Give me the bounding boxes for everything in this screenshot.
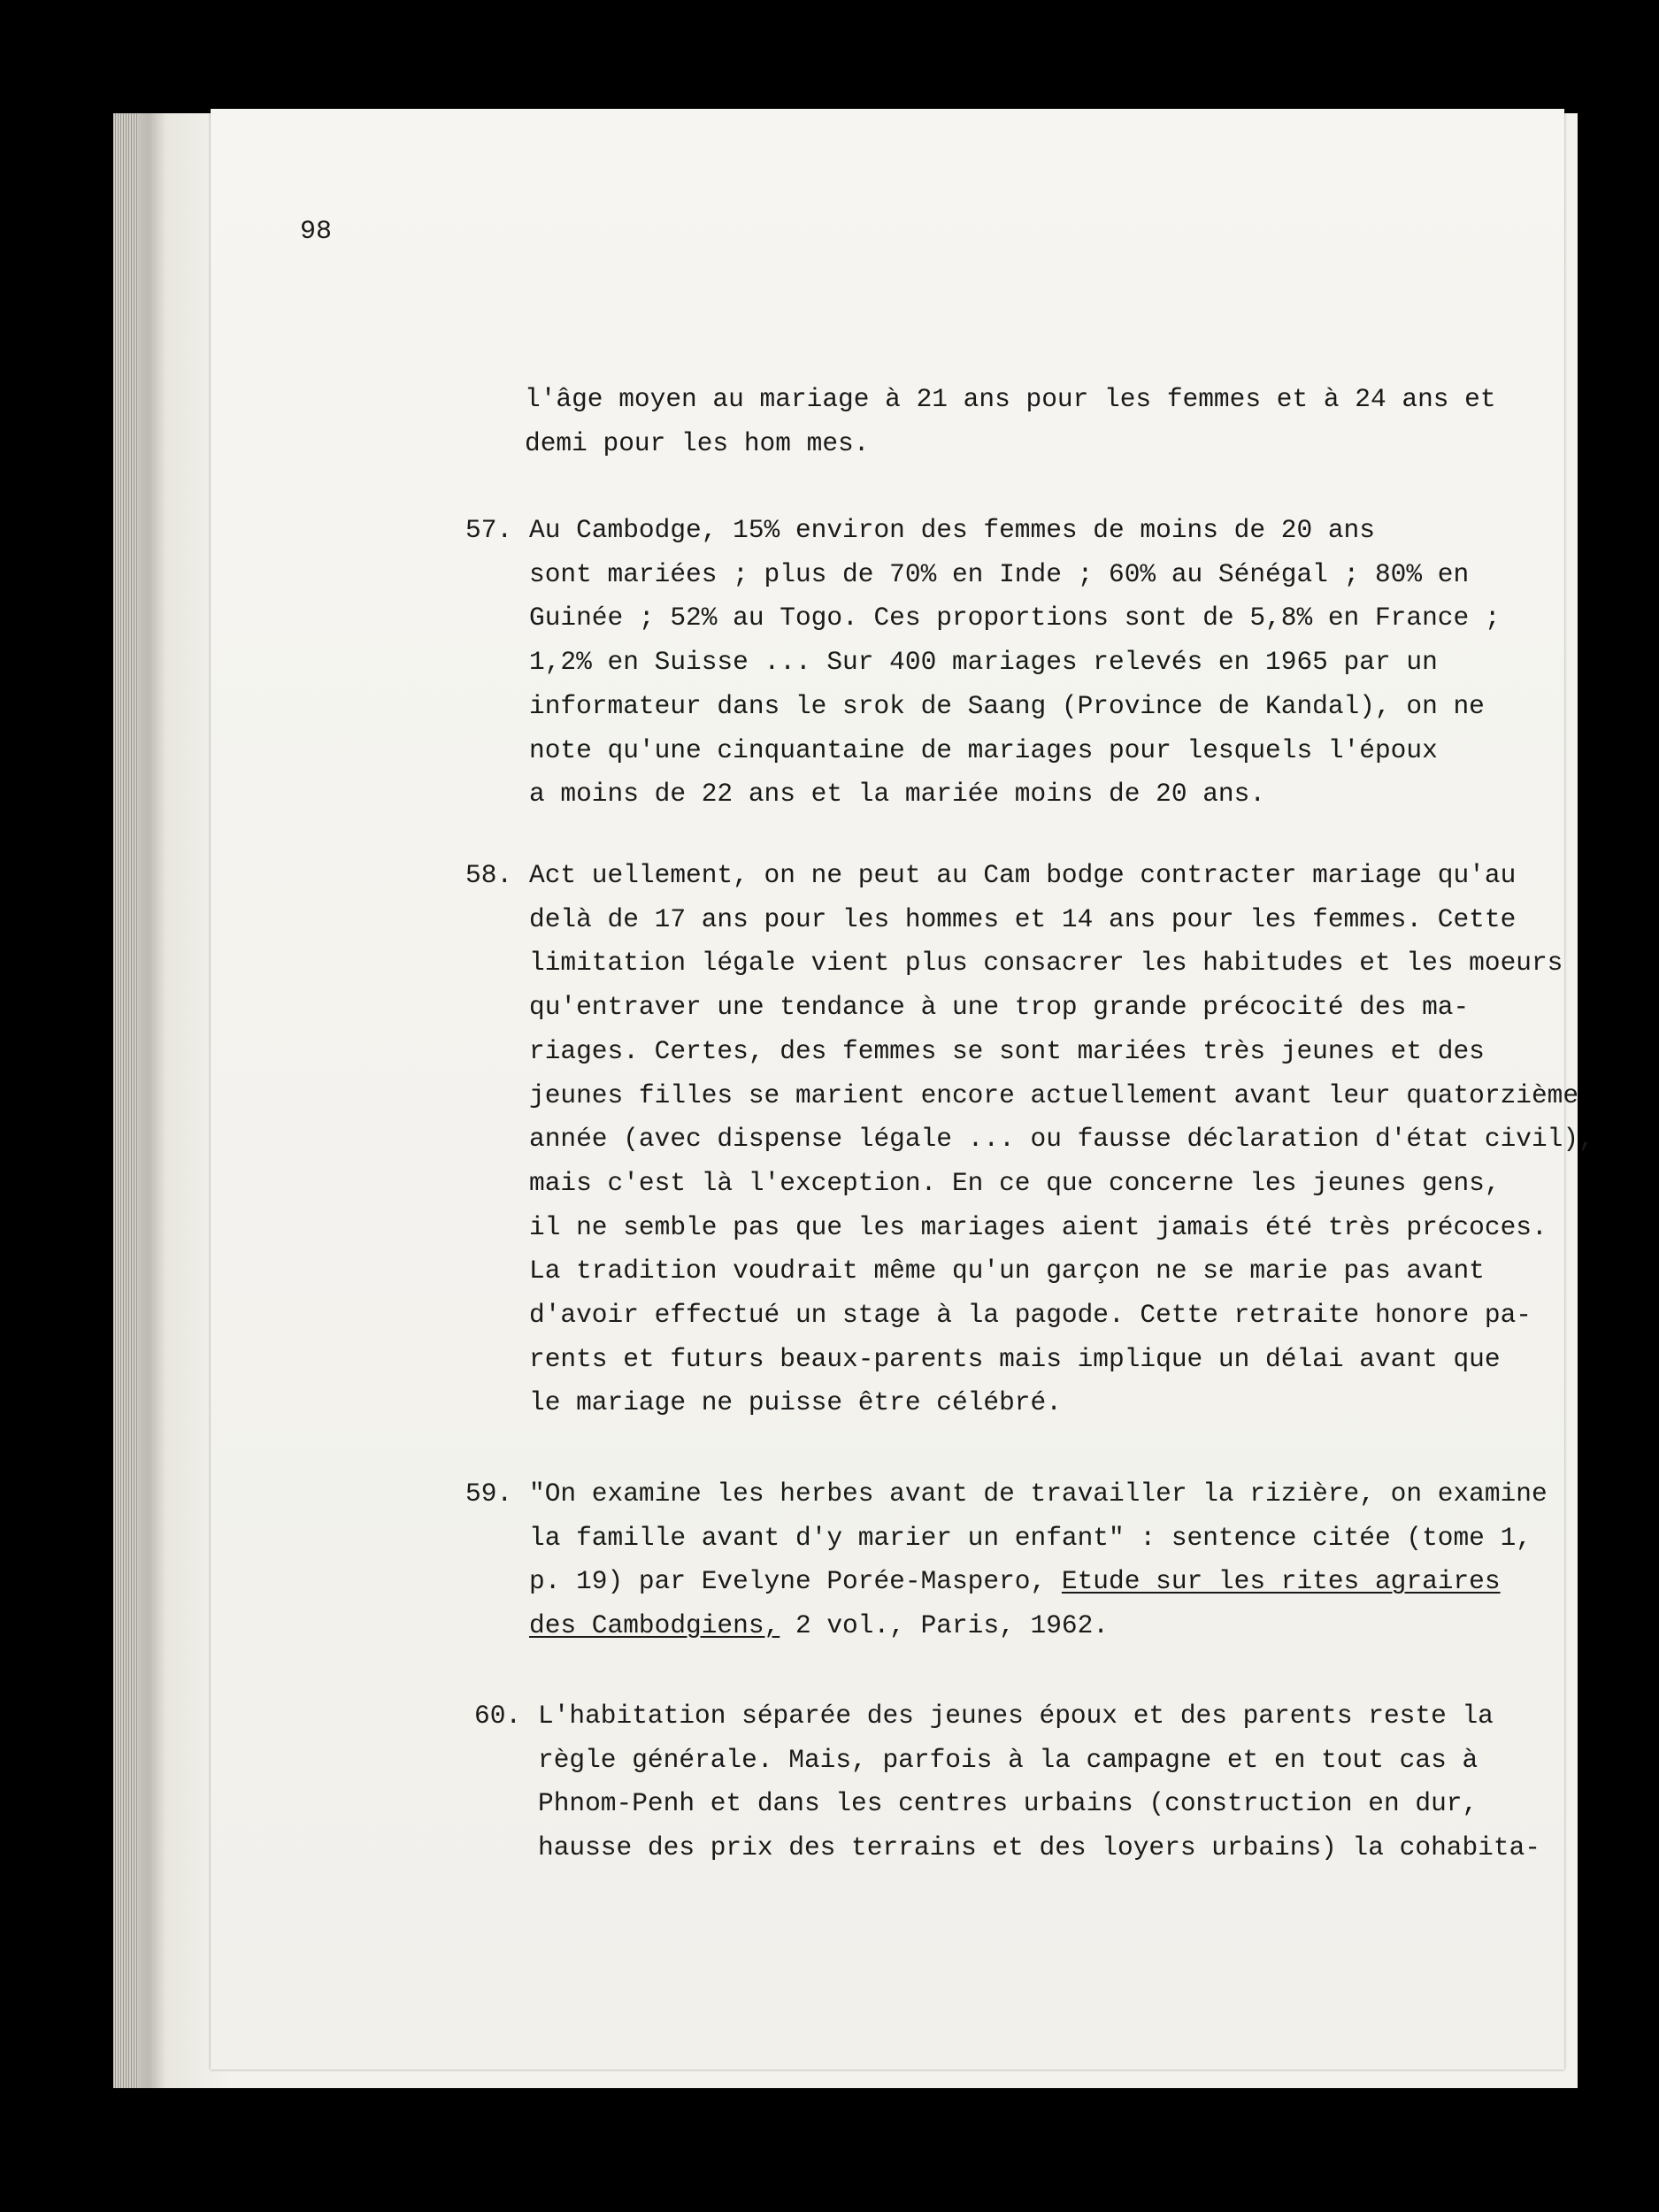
continued-note-text (525, 378, 1516, 465)
footnote-number: 58. (465, 860, 513, 890)
text-line: La tradition voudrait même qu'un garçon ne se marie pas avant (529, 1256, 1485, 1286)
text-line: année (avec dispense légale ... ou fausse déclaration d'état civil), (529, 1124, 1594, 1155)
text-line: d'avoir effectué un stage à la pagode. Cette retraite honore pa- (529, 1300, 1532, 1331)
text-line: 1,2% en Suisse ... Sur 400 mariages relevés en 1965 par un (529, 647, 1438, 678)
text-line: rents et futurs beaux-parents mais implique un délai avant que (529, 1343, 1501, 1374)
text-line: Phnom-Penh et dans les centres urbains (construction en dur, (538, 1788, 1479, 1819)
text-line: informateur dans le srok de Saang (Province de Kandal), on ne (529, 690, 1485, 721)
text-line: limitation légale vient plus consacrer les habitudes et les moeurs (529, 948, 1563, 979)
text-line: Guinée ; 52% au Togo. Ces proportions sont de 5,8% en France ; (529, 603, 1501, 634)
text-line: note qu'une cinquantaine de mariages pour lesquels l'époux (529, 734, 1438, 765)
text-line: a moins de 22 ans et la mariée moins de 20 ans. (529, 779, 1266, 810)
text-line: L'habitation séparée des jeunes époux et des parents reste la (538, 1701, 1494, 1731)
text-line: la famille avant d'y marier un enfant" : sentence citée (tome 1, (529, 1522, 1532, 1553)
text-line: mais c'est là l'exception. En ce que concerne les jeunes gens, (529, 1167, 1501, 1198)
text-segment: 2 vol., Paris, 1962. (795, 1610, 1110, 1641)
text-line: jeunes filles se marient encore actuellement avant leur quatorzième (529, 1079, 1579, 1110)
text-line: riages. Certes, des femmes se sont mariées très jeunes et des (529, 1035, 1485, 1066)
footnote-58 (465, 854, 1594, 1425)
book-title: Etude sur les rites agraires (1061, 1566, 1501, 1597)
footnote-59 (465, 1472, 1548, 1648)
text-line: l'âge moyen au mariage à 21 ans pour les femmes et à 24 ans et (525, 384, 1496, 414)
text-line: sont mariées ; plus de 70% en Inde ; 60% au Sénégal ; 80% en (529, 558, 1470, 589)
page-edges (113, 113, 138, 2088)
text-line: Au Cambodge, 15% environ des femmes de moins de 20 ans (529, 515, 1375, 545)
text-line: Act uellement, on ne peut au Cam bodge contracter mariage qu'au (529, 860, 1517, 890)
text-line: "On examine les herbes avant de travailler la rizière, on examine (529, 1479, 1548, 1509)
text-line (529, 1560, 1525, 1604)
text-line: qu'entraver une tendance à une trop grande précocité des ma- (529, 992, 1470, 1023)
text-line (529, 1604, 1525, 1648)
footnote-60 (474, 1694, 1540, 1870)
text-line: demi pour les hom mes. (525, 427, 870, 458)
footnote-number: 57. (465, 515, 513, 545)
footnote-number: 59. (465, 1479, 513, 1509)
page-number: 98 (300, 217, 333, 247)
book-title: des Cambodgiens, (529, 1610, 780, 1641)
text-line: il ne semble pas que les mariages aient jamais été très précoces. (529, 1211, 1548, 1242)
text-line: règle générale. Mais, parfois à la campagne et en tout cas à (538, 1744, 1479, 1775)
footnote-57 (465, 509, 1525, 817)
text-line: delà de 17 ans pour les hommes et 14 ans pour les femmes. Cette (529, 903, 1517, 934)
footnote-number: 60. (474, 1701, 522, 1731)
text-segment: p. 19) par Evelyne Porée-Maspero, (529, 1566, 1047, 1597)
text-line: hausse des prix des terrains et des loyers urbains) la cohabita- (538, 1832, 1540, 1863)
text-line: le mariage ne puisse être célébré. (529, 1387, 1062, 1418)
